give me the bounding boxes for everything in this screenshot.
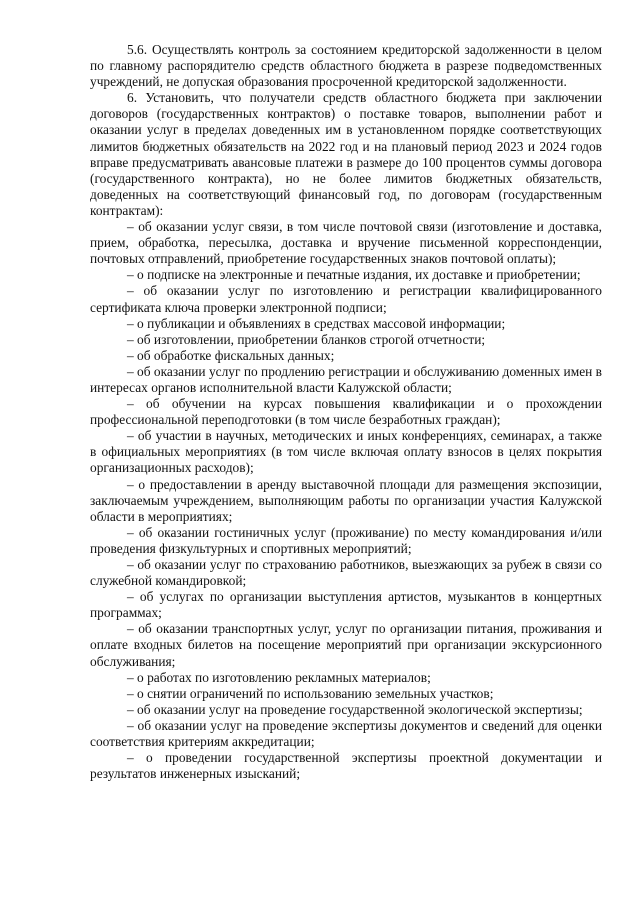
list-item: – об изготовлении, приобретении бланков строгой отчетности; [127, 331, 486, 347]
list-item: – об оказании услуг на проведение государственной экологической экспертизы; [127, 701, 583, 717]
list-item: – об оказании услуг на проведение экспертизы документов и сведений для оценки соответствия критериям аккредитации; [90, 717, 602, 750]
document-page [90, 42, 602, 782]
paragraph-5-6: 5.6. Осуществлять контроль за состоянием кредиторской задолженности в целом по главному распорядителю средств областного бюджета в разрезе подведомственных учреждений, не допуская образования просроченной кредиторской задолженности. [90, 42, 602, 90]
list-item: – об участии в научных, методических и иных конференциях, семинарах, а также в официальных мероприятиях (в том числе включая оплату взносов в целях покрытия организационных расходов); [90, 428, 602, 476]
list-item: – об оказании услуг по страхованию работников, выезжающих за рубеж в связи со служебной командировкой; [90, 557, 602, 589]
list-item: – об обучении на курсах повышения квалификации и о прохождении профессиональной переподготовки (в том числе безработных граждан); [90, 396, 602, 428]
list-item: – о подписке на электронные и печатные издания, их доставке и приобретении; [127, 267, 581, 283]
paragraph-6: 6. Установить, что получатели средств областного бюджета при заключении договоров (государственных контрактов) о поставке товаров, выполнении работ и оказании услуг в пределах доведенных им в установленном порядке соответствующих лимитов бюджетных обязательств на 2022 год и на плановый период 2023 и 2024 годов вправе предусматривать авансовые платежи в размере до 100 процентов суммы договора (государственного контракта), но не более лимитов бюджетных обязательств, доведенных на соответствующий финансовый год, по договорам (государственным контрактам): [90, 90, 602, 218]
list-item: – о снятии ограничений по использованию земельных участков; [127, 685, 494, 701]
list-item: – об оказании услуг по изготовлению и регистрации квалифицированного сертификата ключа проверки электронной подписи; [90, 283, 602, 315]
list-item: – о работах по изготовлению рекламных материалов; [127, 669, 431, 685]
list-item: – о публикации и объявлениях в средствах массовой информации; [127, 315, 506, 331]
list-item: – о предоставлении в аренду выставочной площади для размещения экспозиции, заключаемым учреждением, выполняющим работы по организации участия Калужской области в мероприятиях; [90, 476, 602, 524]
list-item: – об оказании гостиничных услуг (проживание) по месту командирования и/или проведения физкультурных и спортивных мероприятий; [90, 524, 602, 556]
list-item: – об обработке фискальных данных; [127, 347, 335, 363]
list-item: – об оказании услуг связи, в том числе почтовой связи (изготовление и доставка, прием, обработка, пересылка, доставка и вручение письменной корреспонденции, почтовых отправлений, приобретение государственных знаков почтовой оплаты); [90, 219, 602, 267]
list-item: – об оказании услуг по продлению регистрации и обслуживанию доменных имен в интересах органов исполнительной власти Калужской области; [90, 363, 602, 395]
list-item: – о проведении государственной экспертизы проектной документации и результатов инженерных изысканий; [90, 750, 602, 782]
list-item: – об услугах по организации выступления артистов, музыкантов в концертных программах; [90, 589, 602, 621]
list-item: – об оказании транспортных услуг, услуг по организации питания, проживания и оплате входных билетов на посещение мероприятий при организации экскурсионного обслуживания; [90, 621, 602, 669]
